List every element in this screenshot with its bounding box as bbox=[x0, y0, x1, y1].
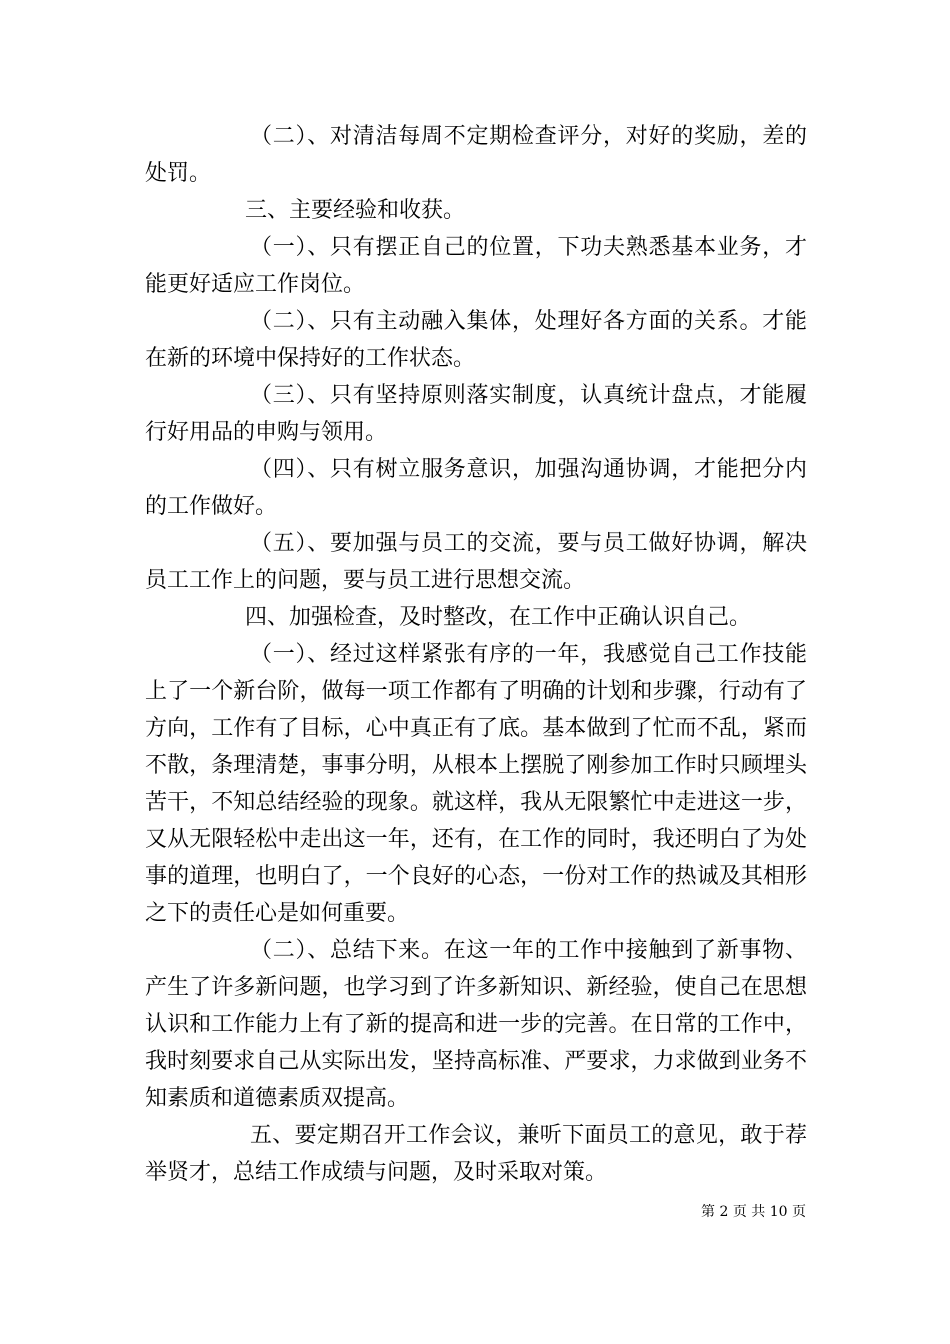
paragraph: （四）、只有树立服务意识，加强沟通协调，才能把分内的工作做好。 bbox=[145, 457, 807, 519]
paragraph: （五）、要加强与员工的交流，要与员工做好协调，解决员工工作上的问题，要与员工进行思想交流。 bbox=[145, 531, 807, 593]
paragraph: （二）、对清洁每周不定期检查评分，对好的奖励，差的处罚。 bbox=[145, 124, 807, 186]
document-body bbox=[145, 118, 807, 1191]
paragraph: （二）、总结下来。在这一年的工作中接触到了新事物、产生了许多新问题，也学习到了许多新知识、新经验，使自己在思想认识和工作能力上有了新的提高和进一步的完善。在日常的工作中，我时刻要求自己从实际出发，坚持高标准、严要求，力求做到业务不知素质和道德素质双提高。 bbox=[145, 938, 807, 1111]
page-number-footer: 第 2 页 共 10 页 bbox=[701, 1204, 806, 1220]
paragraph: （二）、只有主动融入集体，处理好各方面的关系。才能在新的环境中保持好的工作状态。 bbox=[145, 309, 807, 371]
section-heading: 五、要定期召开工作会议，兼听下面员工的意见，敢于荐举贤才，总结工作成绩与问题，及时采取对策。 bbox=[145, 1123, 807, 1185]
paragraph: （一）、只有摆正自己的位置，下功夫熟悉基本业务，才能更好适应工作岗位。 bbox=[145, 235, 807, 297]
section-heading: 三、主要经验和收获。 bbox=[245, 198, 466, 223]
paragraph: （三）、只有坚持原则落实制度，认真统计盘点，才能履行好用品的申购与领用。 bbox=[145, 383, 807, 445]
paragraph: （一）、经过这样紧张有序的一年，我感觉自己工作技能上了一个新台阶，做每一项工作都有了明确的计划和步骤，行动有了方向，工作有了目标，心中真正有了底。基本做到了忙而不乱，紧而不散，条理清楚，事事分明，从根本上摆脱了刚参加工作时只顾埋头苦干，不知总结经验的现象。就这样，我从无限繁忙中走进这一步，又从无限轻松中走出这一年，还有，在工作的同时，我还明白了为处事的道理，也明白了，一个良好的心态，一份对工作的热诚及其相形之下的责任心是如何重要。 bbox=[145, 642, 807, 926]
section-heading: 四、加强检查，及时整改，在工作中正确认识自己。 bbox=[245, 605, 752, 630]
